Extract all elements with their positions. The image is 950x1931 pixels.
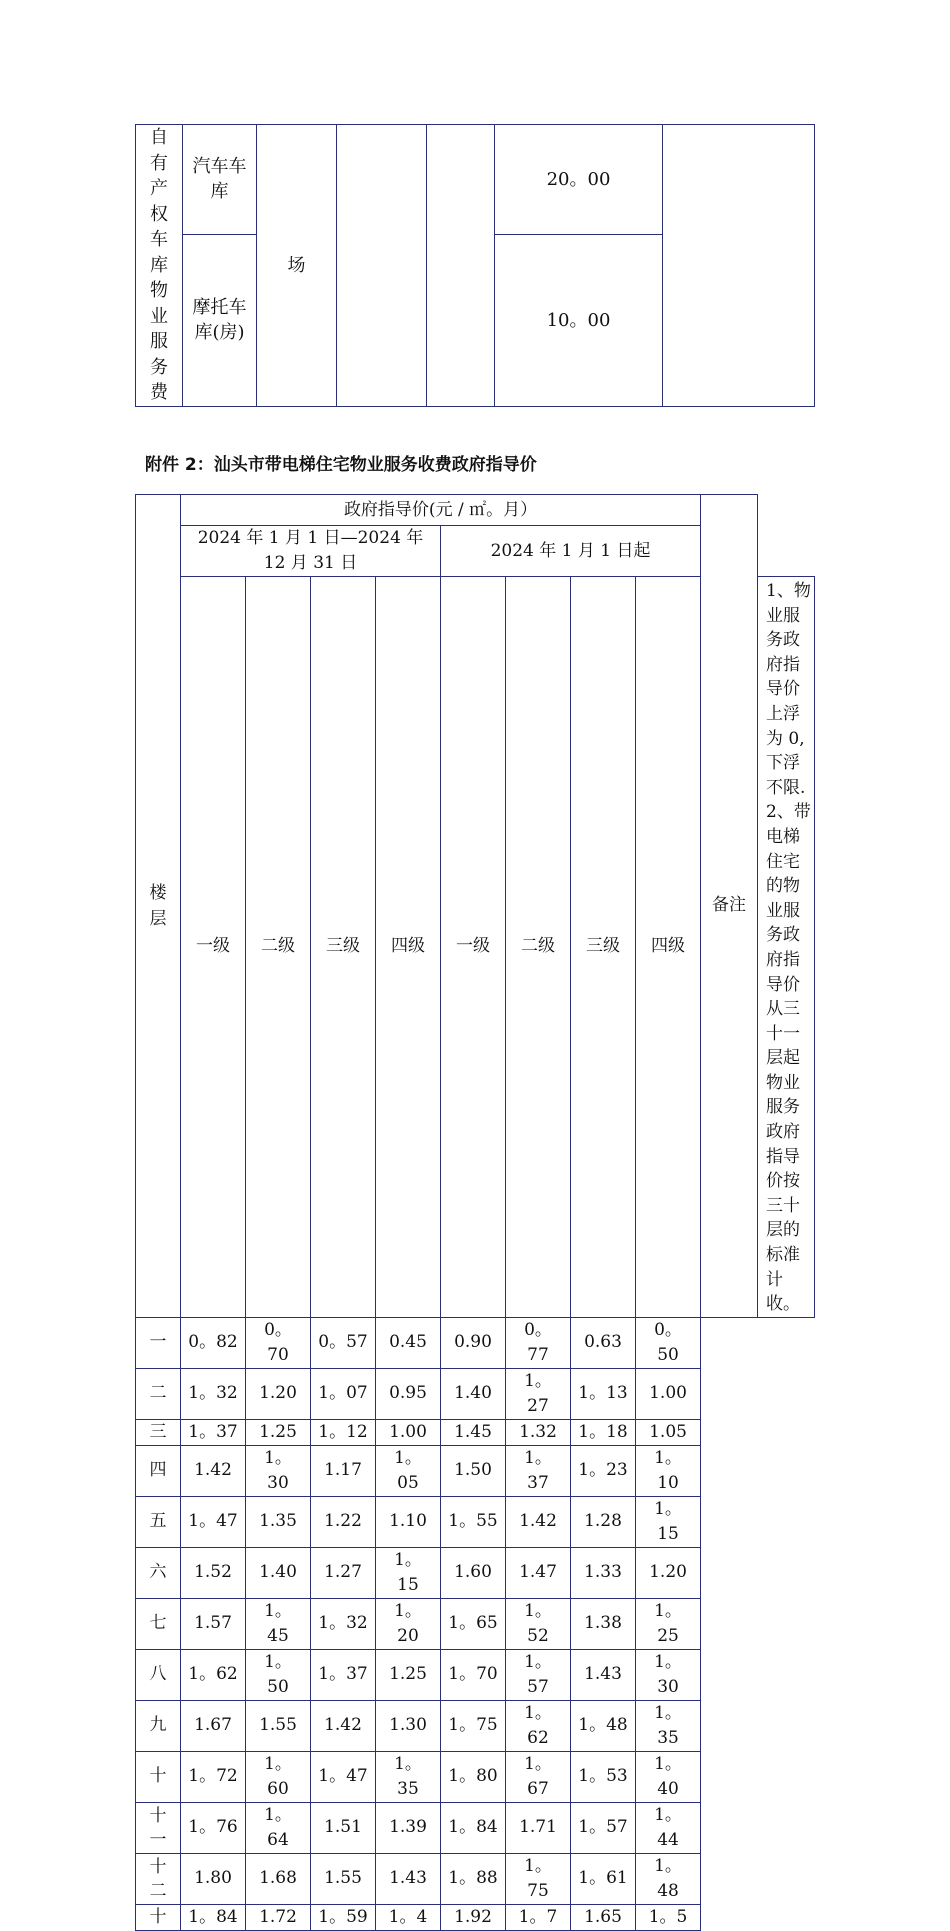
floor-cell: 一 (136, 1317, 181, 1368)
price-cell: 1。5 (636, 1904, 701, 1930)
price-cell: 1.27 (311, 1547, 376, 1598)
price-cell: 1.47 (506, 1547, 571, 1598)
price-cell: 1。48 (571, 1700, 636, 1751)
price-cell: 0。82 (181, 1317, 246, 1368)
price-cell: 1。72 (181, 1751, 246, 1802)
floor-cell: 四 (136, 1445, 181, 1496)
grade-label: 三级 (311, 577, 376, 1318)
price-cell: 1.50 (441, 1445, 506, 1496)
price-cell: 1。13 (571, 1368, 636, 1419)
price-cell: 1。84 (441, 1802, 506, 1853)
price-cell: 0。50 (636, 1317, 701, 1368)
price-cell: 1。30 (636, 1649, 701, 1700)
floor-cell: 八 (136, 1649, 181, 1700)
grade-label: 二级 (246, 577, 311, 1318)
price-cell: 1。05 (376, 1445, 441, 1496)
garage-type-motorcycle: 摩托车库(房) (183, 234, 257, 406)
price-cell: 1.55 (246, 1700, 311, 1751)
price-cell: 1。32 (181, 1368, 246, 1419)
annex-heading: 附件 2：汕头市带电梯住宅物业服务收费政府指导价 (145, 455, 537, 475)
price-cell: 1。57 (571, 1802, 636, 1853)
price-cell: 1.00 (376, 1419, 441, 1445)
price-cell: 1.71 (506, 1802, 571, 1853)
floor-cell: 十二 (136, 1853, 181, 1904)
price-cell: 1.52 (181, 1547, 246, 1598)
price-cell: 1。67 (506, 1751, 571, 1802)
period-1-header: 2024 年 1 月 1 日—2024 年 12 月 31 日 (181, 526, 441, 577)
price-cell: 1。18 (571, 1419, 636, 1445)
table-row (136, 1904, 815, 1930)
price-cell: 1.43 (571, 1649, 636, 1700)
price-cell: 1.25 (376, 1649, 441, 1700)
price-cell: 1。55 (441, 1496, 506, 1547)
price-cell: 1.68 (246, 1853, 311, 1904)
period-2-header: 2024 年 1 月 1 日起 (441, 526, 701, 577)
price-cell: 1。60 (246, 1751, 311, 1802)
table-row (136, 1649, 815, 1700)
floor-cell: 三 (136, 1419, 181, 1445)
floor-cell: 十一 (136, 1802, 181, 1853)
price-cell: 1.28 (571, 1496, 636, 1547)
empty-cell (427, 125, 495, 407)
price-cell: 1。53 (571, 1751, 636, 1802)
price-cell: 1。61 (571, 1853, 636, 1904)
price-cell: 1。80 (441, 1751, 506, 1802)
price-cell: 1.92 (441, 1904, 506, 1930)
floor-cell: 六 (136, 1547, 181, 1598)
price-cell: 1。84 (181, 1904, 246, 1930)
price-cell: 1。15 (376, 1547, 441, 1598)
price-cell: 1.40 (441, 1368, 506, 1419)
price-cell: 1.80 (181, 1853, 246, 1904)
floor-cell: 七 (136, 1598, 181, 1649)
price-cell: 0。77 (506, 1317, 571, 1368)
price-cell: 1.72 (246, 1904, 311, 1930)
price-cell: 1。47 (311, 1751, 376, 1802)
price-cell: 1.05 (636, 1419, 701, 1445)
grade-label: 二级 (506, 577, 571, 1318)
floor-cell: 五 (136, 1496, 181, 1547)
price-cell: 1.51 (311, 1802, 376, 1853)
category-cell: 自 有 产 权 车 库 物 业 服 务 费 (136, 125, 183, 407)
table-row (136, 1445, 815, 1496)
price-cell: 1。62 (181, 1649, 246, 1700)
price-cell: 1。76 (181, 1802, 246, 1853)
price-cell: 1。65 (441, 1598, 506, 1649)
price-cell: 1。30 (246, 1445, 311, 1496)
price-cell: 1。62 (506, 1700, 571, 1751)
price-cell: 1.42 (311, 1700, 376, 1751)
price-cell: 1。45 (246, 1598, 311, 1649)
table-row (136, 1598, 815, 1649)
table-row (136, 1751, 815, 1802)
price-cell: 1。12 (311, 1419, 376, 1445)
empty-cell (337, 125, 427, 407)
table-row (136, 1317, 815, 1368)
price-cell: 1.42 (506, 1496, 571, 1547)
price-cell: 1。25 (636, 1598, 701, 1649)
elevator-fee-table (135, 494, 815, 1931)
price-cell: 1.65 (571, 1904, 636, 1930)
price-cell: 1。57 (506, 1649, 571, 1700)
floor-cell: 二 (136, 1368, 181, 1419)
price-cell: 1。10 (636, 1445, 701, 1496)
price-cell: 1。37 (311, 1649, 376, 1700)
price-cell: 1.45 (441, 1419, 506, 1445)
price-cell: 1。35 (376, 1751, 441, 1802)
price-cell: 1。7 (506, 1904, 571, 1930)
price-cell: 1。23 (571, 1445, 636, 1496)
floor-header: 楼层 (136, 495, 181, 1318)
grade-label: 四级 (636, 577, 701, 1318)
price-cell: 1.10 (376, 1496, 441, 1547)
grade-label: 四级 (376, 577, 441, 1318)
price-cell: 0.45 (376, 1317, 441, 1368)
fee-value-motorcycle: 10。00 (495, 234, 663, 406)
fee-value-car: 20。00 (495, 125, 663, 235)
price-cell: 1。75 (441, 1700, 506, 1751)
floor-cell: 九 (136, 1700, 181, 1751)
price-header: 政府指导价(元 / ㎡。月） (181, 495, 701, 526)
price-cell: 1.33 (571, 1547, 636, 1598)
price-cell: 1.40 (246, 1547, 311, 1598)
price-cell: 1.67 (181, 1700, 246, 1751)
price-cell: 1。48 (636, 1853, 701, 1904)
remarks-text: 1、物业服务政府指导价上浮为 0,下浮不限. 2、带电梯住宅的物业服务政府指导价从三十一层起物业服务政府指导价按三十层的标准计收。 (758, 577, 815, 1318)
remarks-header: 备注 (701, 495, 758, 1318)
price-cell: 1.38 (571, 1598, 636, 1649)
price-cell: 1.60 (441, 1547, 506, 1598)
table-row (136, 1700, 815, 1751)
price-cell: 1.22 (311, 1496, 376, 1547)
price-cell: 1。52 (506, 1598, 571, 1649)
table-row (136, 1496, 815, 1547)
price-cell: 1.39 (376, 1802, 441, 1853)
empty-cell (663, 125, 815, 407)
unit-cell: 场 (257, 125, 337, 407)
price-cell: 1。07 (311, 1368, 376, 1419)
price-cell: 1.30 (376, 1700, 441, 1751)
price-cell: 1.35 (246, 1496, 311, 1547)
parking-fee-table (135, 124, 815, 407)
table-row (136, 1419, 815, 1445)
price-cell: 1。88 (441, 1853, 506, 1904)
table-row (136, 1802, 815, 1853)
grade-label: 一级 (181, 577, 246, 1318)
price-cell: 0。57 (311, 1317, 376, 1368)
price-cell: 1。75 (506, 1853, 571, 1904)
price-cell: 0.90 (441, 1317, 506, 1368)
floor-cell: 十 (136, 1904, 181, 1930)
price-cell: 1。47 (181, 1496, 246, 1547)
table-row (136, 1853, 815, 1904)
price-cell: 1.55 (311, 1853, 376, 1904)
price-cell: 1.57 (181, 1598, 246, 1649)
price-cell: 1。40 (636, 1751, 701, 1802)
price-cell: 0。70 (246, 1317, 311, 1368)
price-cell: 0.95 (376, 1368, 441, 1419)
price-cell: 1。20 (376, 1598, 441, 1649)
grade-label: 三级 (571, 577, 636, 1318)
price-cell: 1。59 (311, 1904, 376, 1930)
price-cell: 1。44 (636, 1802, 701, 1853)
price-cell: 1。35 (636, 1700, 701, 1751)
price-cell: 1。50 (246, 1649, 311, 1700)
price-cell: 1.42 (181, 1445, 246, 1496)
price-cell: 1。15 (636, 1496, 701, 1547)
floor-cell: 十 (136, 1751, 181, 1802)
table-row (136, 1547, 815, 1598)
garage-type-car: 汽车车库 (183, 125, 257, 235)
price-cell: 1。37 (506, 1445, 571, 1496)
price-cell: 1.20 (246, 1368, 311, 1419)
price-cell: 1.43 (376, 1853, 441, 1904)
table-row (136, 1368, 815, 1419)
price-cell: 1.00 (636, 1368, 701, 1419)
price-cell: 1。37 (181, 1419, 246, 1445)
price-cell: 1.17 (311, 1445, 376, 1496)
price-cell: 1.32 (506, 1419, 571, 1445)
price-cell: 1。32 (311, 1598, 376, 1649)
price-cell: 1。27 (506, 1368, 571, 1419)
price-cell: 1.25 (246, 1419, 311, 1445)
price-cell: 0.63 (571, 1317, 636, 1368)
price-cell: 1。64 (246, 1802, 311, 1853)
grade-label: 一级 (441, 577, 506, 1318)
price-cell: 1。70 (441, 1649, 506, 1700)
price-cell: 1.20 (636, 1547, 701, 1598)
price-cell: 1。4 (376, 1904, 441, 1930)
